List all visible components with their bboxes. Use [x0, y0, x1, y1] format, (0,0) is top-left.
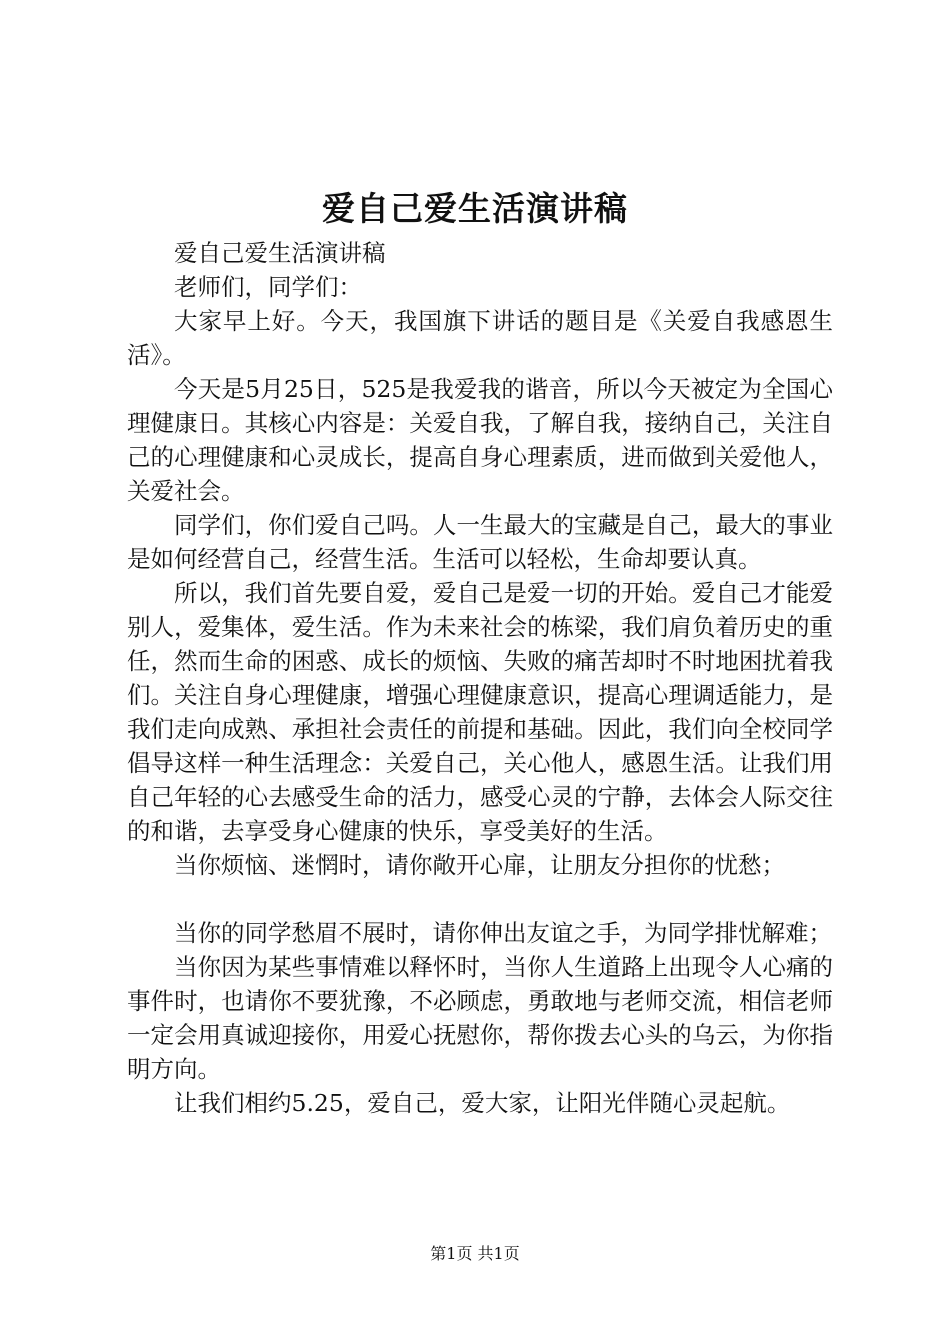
document-body [127, 236, 833, 1120]
paragraph-greeting: 大家早上好。今天，我国旗下讲话的题目是《关爱自我感恩生活》。 [127, 307, 833, 369]
paragraph-teacher: 当你因为某些事情难以释怀时，当你人生道路上出现令人心痛的事件时，也请你不要犹豫，不必顾虑，勇敢地与老师交流，相信老师一定会用真诚迎接你，用爱心抚慰你，帮你拨去心头的乌云，为你指明方向。 [127, 953, 833, 1083]
paragraph-heading: 爱自己爱生活演讲稿 [174, 239, 386, 267]
paragraph-self-love: 所以，我们首先要自爱，爱自己是爱一切的开始。爱自己才能爱别人，爱集体，爱生活。作为未来社会的栋梁，我们肩负着历史的重任，然而生命的困惑、成长的烦恼、失败的痛苦却时不时地困扰着我们。关注自身心理健康，增强心理健康意识，提高心理调适能力，是我们走向成熟、承担社会责任的前提和基础。因此，我们向全校同学倡导这样一种生活理念：关爱自己，关心他人，感恩生活。让我们用自己年轻的心去感受生命的活力，感受心灵的宁静，去体会人际交往的和谐，去享受身心健康的快乐，享受美好的生活。 [127, 579, 833, 845]
paragraph-love-yourself-question: 同学们，你们爱自己吗。人一生最大的宝藏是自己，最大的事业是如何经营自己，经营生活。生活可以轻松，生命却要认真。 [127, 511, 833, 573]
paragraph-troubled: 当你烦恼、迷惘时，请你敞开心扉，让朋友分担你的忧愁； [174, 851, 785, 879]
paragraph-closing: 让我们相约5.25，爱自己，爱大家，让阳光伴随心灵起航。 [174, 1089, 791, 1117]
paragraph-mental-health-day: 今天是5月25日，525是我爱我的谐音，所以今天被定为全国心理健康日。其核心内容是：关爱自我，了解自我，接纳自己，关注自己的心理健康和心灵成长，提高自身心理素质，进而做到关爱他人，关爱社会。 [127, 375, 833, 505]
paragraph-classmate: 当你的同学愁眉不展时，请你伸出友谊之手，为同学排忧解难； [174, 919, 832, 947]
paragraph-salutation: 老师们，同学们： [174, 273, 362, 301]
document-title: 爱自己爱生活演讲稿 [322, 189, 628, 228]
page-footer: 第1页 共1页 [430, 1244, 520, 1263]
